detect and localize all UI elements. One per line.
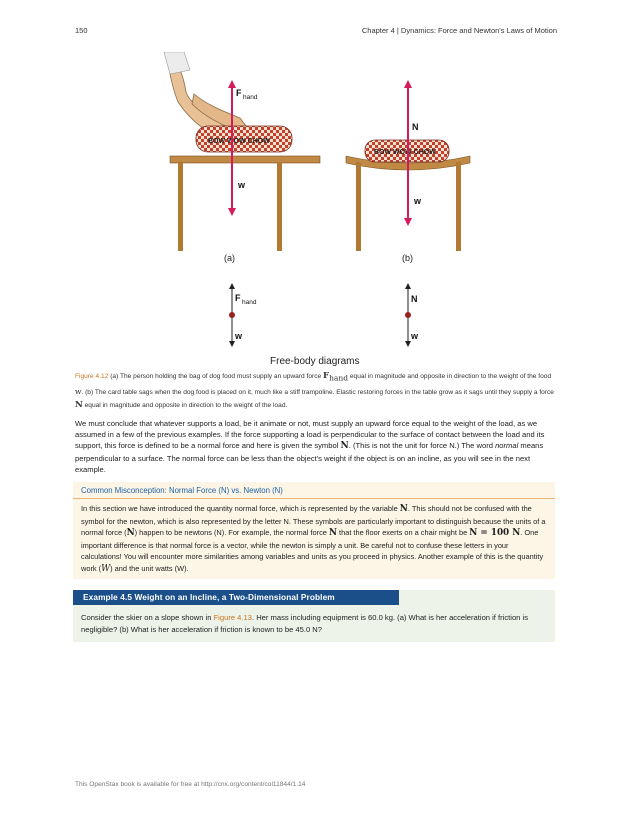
misconception-text-part: . This should not be confused with the symbol for the newton, which is also represented by the letter N. These symbols are particularly important to distinguish because the units of a normal force ( bbox=[81, 504, 546, 537]
misconception-text-part: ) and the unit watts (W). bbox=[110, 563, 189, 573]
force-hand-subscript: hand bbox=[243, 94, 258, 101]
body-paragraph bbox=[75, 418, 555, 475]
symbol-f-hand-subscript: hand bbox=[329, 373, 349, 383]
normal-force-label: N bbox=[412, 122, 419, 132]
fbd-normal-force-label: N bbox=[411, 294, 418, 304]
fbd-force-hand-label: F bbox=[235, 293, 241, 303]
misconception-divider bbox=[73, 498, 555, 499]
misconception-text-part: that the floor exerts on a chair might be bbox=[337, 528, 470, 537]
fbd-weight-label-b: w bbox=[411, 331, 419, 341]
free-body-diagram-b bbox=[405, 286, 419, 344]
symbol-f-hand: F bbox=[323, 371, 330, 381]
table-leg bbox=[456, 162, 461, 251]
weight-label-a: w bbox=[238, 180, 246, 190]
fbd-point-a bbox=[229, 312, 235, 318]
paragraph-text: We must conclude that whatever supports a load, be it animate or not, must supply an upward force equal to the weight of the load, as we assumed in a few of the previous examples. If the force supporting a load is perpendicular to the surface of contact between the load and its support, this force is defined to be a normal force and here is given the symbol bbox=[75, 419, 545, 451]
fbd-force-hand-subscript: hand bbox=[242, 299, 257, 306]
fbd-weight-label-a: w bbox=[235, 331, 243, 341]
table-leg bbox=[277, 163, 282, 251]
example-text-part: . Her mass including equipment is 60.0 kg. (a) What is her acceleration if friction is negligible? (b) What is her acceleration if friction is known to be 45.0 N? bbox=[81, 613, 528, 634]
paragraph-text: . (This is not the unit for force N.) The word bbox=[348, 441, 496, 451]
page-number: 150 bbox=[75, 26, 88, 35]
free-body-diagrams-title: Free-body diagrams bbox=[270, 356, 360, 367]
symbol-n: N bbox=[340, 441, 349, 452]
caption-text: equal in magnitude and opposite in direction to the weight of the load. bbox=[82, 402, 288, 410]
caption-text: . (b) The card table sags when the dog food is placed on it, much like a stiff trampoline. Elastic restoring forces in the table grow as it sags until they supply a force bbox=[81, 388, 554, 396]
caption-text: (a) The person holding the bag of dog food must supply an upward force bbox=[108, 373, 324, 380]
misconception-text-part: In this section we have introduced the quantity normal force, which is represented by the variable bbox=[81, 504, 400, 513]
misconception-title: Common Misconception: Normal Force (N) vs. Newton (N) bbox=[81, 486, 283, 495]
misconception-box bbox=[73, 482, 555, 579]
example-title: Example 4.5 Weight on an Incline, a Two-Dimensional Problem bbox=[73, 590, 399, 605]
fbd-point-b bbox=[405, 312, 411, 318]
bag-label-b: BOW WOW CHOW bbox=[374, 149, 436, 156]
symbol-w: w bbox=[75, 386, 82, 396]
chapter-header: Chapter 4 | Dynamics: Force and Newton's Laws of Motion bbox=[361, 26, 557, 35]
panel-b-label: (b) bbox=[402, 253, 413, 263]
table-leg bbox=[356, 162, 361, 251]
sleeve-illustration bbox=[164, 52, 190, 74]
symbol-n: N bbox=[75, 400, 83, 411]
example-text bbox=[81, 612, 551, 636]
symbol-n: N bbox=[126, 528, 135, 538]
footer-attribution: This OpenStax book is available for free at http://cnx.org/content/col11844/1.14 bbox=[75, 781, 306, 788]
symbol-w-work: W bbox=[101, 563, 111, 574]
weight-label-b: w bbox=[414, 196, 422, 206]
equation-n-100: N = 100 N bbox=[469, 528, 521, 538]
misconception-text-part: . One important difference is that normal force is a vector, while the newton is simply a unit. Be careful not to confuse these letters in your calculations! You will encounter more similarities among variables and units as you proceed in physics. Another example of this is the quantity work ( bbox=[81, 528, 544, 573]
free-body-diagram-a bbox=[229, 286, 257, 344]
misconception-text-part: ) happen to be newtons (N). For example, the normal force bbox=[134, 528, 329, 537]
figure-caption bbox=[75, 370, 555, 413]
figure-4-13-link[interactable]: Figure 4.13 bbox=[213, 613, 252, 622]
figure-4-12 bbox=[150, 52, 480, 370]
example-box bbox=[73, 590, 555, 642]
paragraph-text: means perpendicular to a surface. The normal force can be less than the object's weight if the object is on an incline, as you will see in the next example. bbox=[75, 441, 544, 474]
panel-a bbox=[164, 52, 320, 263]
misconception-text bbox=[81, 503, 547, 575]
table-leg bbox=[178, 163, 183, 251]
bag-label-a: BOW WOW CHOW bbox=[208, 138, 270, 145]
example-text-part: Consider the skier on a slope shown in bbox=[81, 613, 214, 622]
panel-b bbox=[346, 84, 470, 263]
symbol-n: N bbox=[399, 504, 408, 514]
force-hand-label: F bbox=[236, 88, 242, 98]
panel-a-label: (a) bbox=[224, 253, 235, 263]
caption-text: equal in magnitude and opposite in direction to the weight of the food bbox=[348, 373, 552, 380]
italic-normal: normal bbox=[495, 441, 519, 451]
figure-illustration bbox=[150, 52, 480, 370]
figure-reference[interactable]: Figure 4.12 bbox=[75, 373, 109, 380]
symbol-n: N bbox=[328, 528, 337, 538]
table-top-a bbox=[170, 156, 320, 163]
